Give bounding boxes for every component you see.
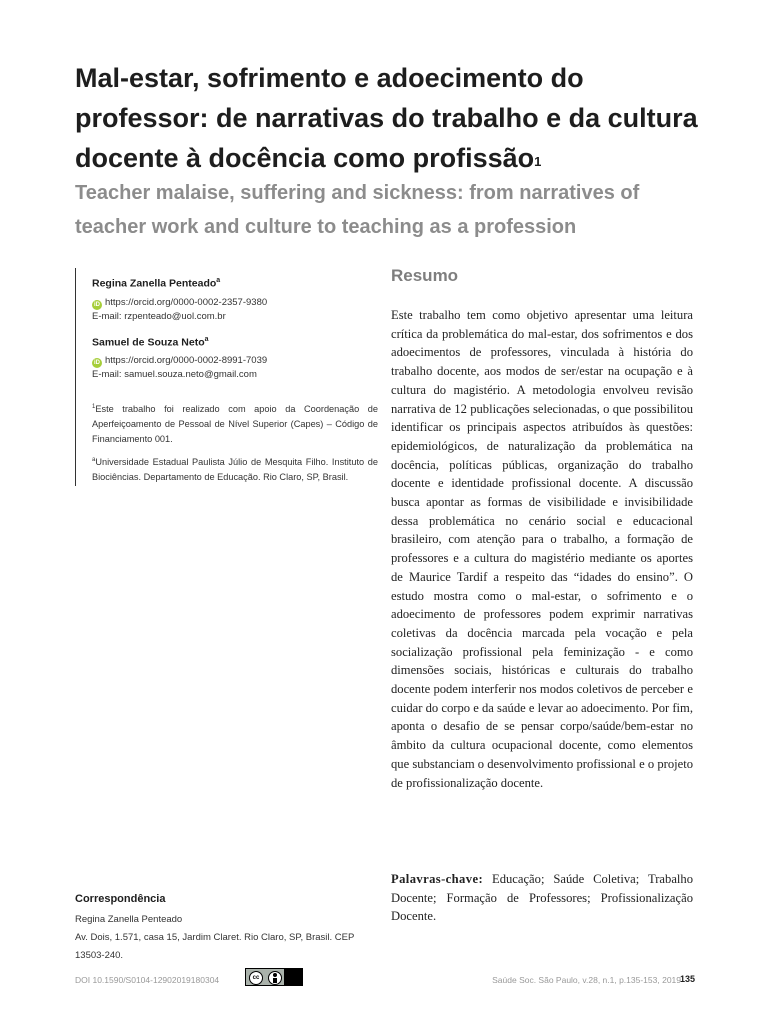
author-name-text: Samuel de Souza Neto xyxy=(92,336,205,348)
author-affiliation-mark: a xyxy=(204,335,209,343)
article-title-text: Mal-estar, sofrimento e adoecimento do professor: de narrativas do trabalho e da cultura docente à docência como profissão xyxy=(75,63,698,173)
keywords-text: Educação; Saúde Coletiva; Trabalho Docente; Formação de Professores; Profissionalização Docente. xyxy=(391,872,693,924)
page-number: 135 xyxy=(679,974,695,984)
orcid-link[interactable]: https://orcid.org/0000-0002-8991-7039 xyxy=(105,355,268,366)
author-name xyxy=(92,277,378,290)
orcid-icon: iD xyxy=(94,360,100,366)
correspondence-heading: Correspondência xyxy=(75,893,166,905)
attribution-icon xyxy=(268,971,282,985)
page-footer xyxy=(75,968,695,988)
author-block xyxy=(92,336,378,383)
affiliation-note-text: Universidade Estadual Paulista Júlio de Mesquita Filho. Instituto de Biociências. Departamento de Educação. Rio Claro, SP, Brasil. xyxy=(92,457,378,483)
affiliation-note-mark: a xyxy=(92,457,96,464)
footnotes xyxy=(92,400,378,485)
journal-citation: Saúde Soc. São Paulo, v.28, n.1, p.135-153, 2019 xyxy=(492,975,681,985)
orcid-link[interactable]: https://orcid.org/0000-0002-2357-9380 xyxy=(105,296,268,308)
author-email: E-mail: samuel.souza.neto@gmail.com xyxy=(92,369,257,380)
correspondence-block xyxy=(75,893,385,965)
article-title-english: Teacher malaise, suffering and sickness: from narratives of teacher work and culture to teaching as a profession xyxy=(75,182,640,238)
license-badge-dark-panel xyxy=(284,969,302,985)
title-footnote-mark: 1 xyxy=(534,154,542,169)
cc-icon: cc xyxy=(249,971,263,985)
author-orcid xyxy=(92,296,378,310)
author-orcid xyxy=(92,354,378,368)
funding-note xyxy=(92,400,378,447)
funding-note-mark: 1 xyxy=(92,404,96,410)
abstract-heading: Resumo xyxy=(391,266,459,285)
doi-text: DOI 10.1590/S0104-12902019180304 xyxy=(75,975,220,985)
keywords-label: Palavras-chave: xyxy=(391,872,484,886)
author-name xyxy=(92,336,378,349)
abstract-text: Este trabalho tem como objetivo apresentar uma leitura crítica da problemática do mal-estar, dos sofrimentos e dos adoecimentos de professores, vinculada à história do trabalho docente, aos modos de ser/estar na ocupação e à cultura do magistério. A metodologia envolveu revisão narrativa de 12 publicações selecionadas, o que possibilitou identificar os principais aspectos atribuídos às questões: epidemiológicos, de naturalização da problemática na docência, políticas públicas, organização do trabalho docente e identidade profissional docente. A discussão busca apontar as formas de visibilidade e invisibilidade dessa problemática no cenário social e educacional brasileiro, com atenção para o trabalho, a formação de professores e a cultura do magistério mediante os aportes de Maurice Tardif a respeito das “idades do ensino”. O estudo mostra como o mal-estar, o sofrimento e o adoecimento de professores podem exprimir narrativas coletivas da docência marcada pela vocação e pela socialização profissional pela feminização - e como dimensões sociais, históricas e culturais do trabalho docente podem interferir nos modos coletivos de perceber e cuidar do corpo e da saúde e levar ao adoecimento. Por fim, aponta o desafio de se pensar corpo/saúde/bem-estar no âmbito da cultura ocupacional docente, como elementos que substanciam o desenvolvimento profissional e o projeto de profissionalização docente. xyxy=(391,308,693,790)
author-name-text: Regina Zanella Penteado xyxy=(92,277,217,290)
orcid-icon: iD xyxy=(94,301,100,308)
keywords xyxy=(391,870,693,926)
correspondence-address: Av. Dois, 1.571, casa 15, Jardim Claret. Rio Claro, SP, Brasil. CEP 13503-240. xyxy=(75,932,355,961)
funding-note-text: Este trabalho foi realizado com apoio da Coordenação de Aperfeiçoamento de Pessoal de Nível Superior (Capes) – Código de Financiamento 001. xyxy=(92,404,378,445)
affiliation-note xyxy=(92,453,378,485)
author-affiliation-mark: a xyxy=(216,277,221,284)
article-title xyxy=(75,58,715,178)
author-info-column xyxy=(75,268,378,486)
author-block xyxy=(92,277,378,324)
correspondence-name: Regina Zanella Penteado xyxy=(75,914,183,925)
author-email: E-mail: rzpenteado@uol.com.br xyxy=(92,310,226,322)
cc-by-icon[interactable] xyxy=(245,968,303,986)
